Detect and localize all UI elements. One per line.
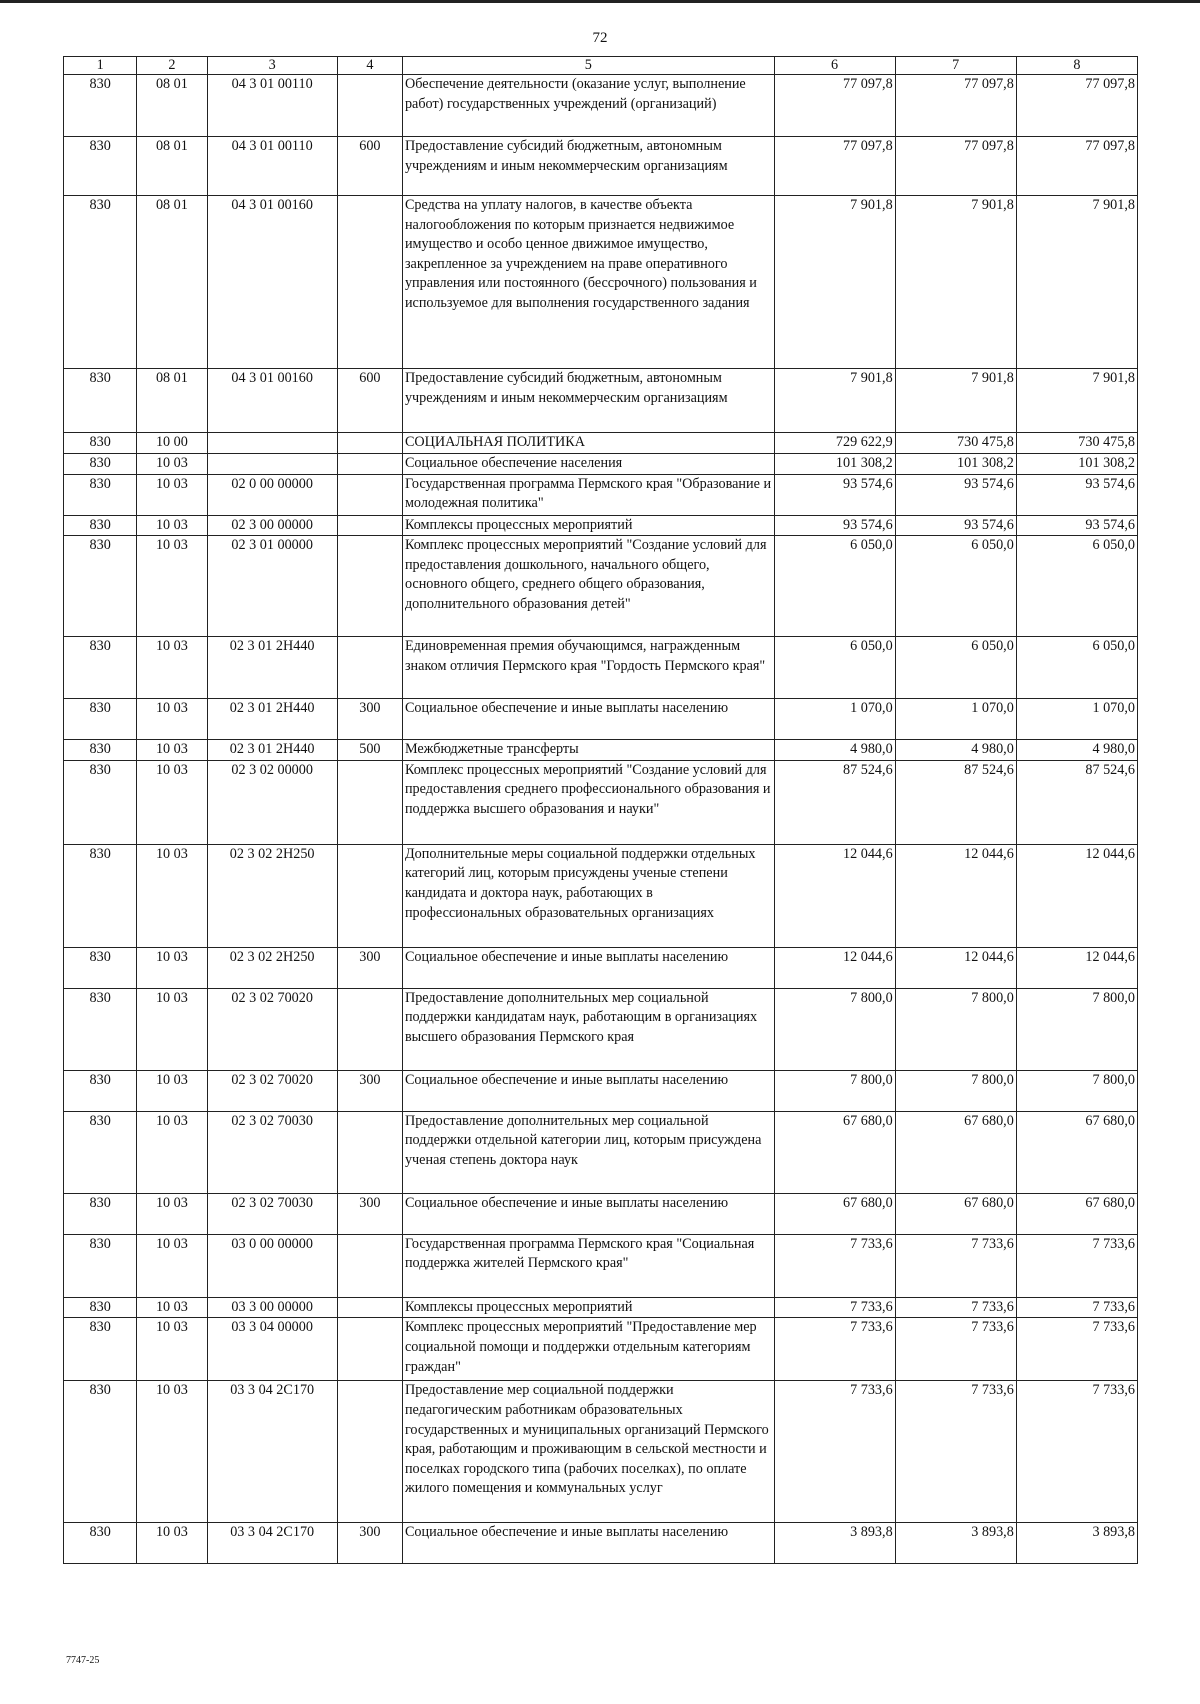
col-1-cell: 830 <box>64 196 137 369</box>
col-6-cell: 7 901,8 <box>774 196 895 369</box>
col-3-cell: 03 3 00 00000 <box>207 1297 337 1318</box>
col-2-cell: 10 00 <box>137 433 207 454</box>
col-3-cell <box>207 454 337 475</box>
col-2-cell: 10 03 <box>137 637 207 699</box>
col-3-cell: 02 3 02 2Н250 <box>207 947 337 988</box>
col-5-cell: Предоставление дополнительных мер социальной поддержки кандидатам наук, работающим в организациях высшего образования Пермского края <box>402 988 774 1070</box>
table-row <box>64 1111 1138 1193</box>
col-8-cell: 7 901,8 <box>1016 196 1137 369</box>
col-1-cell: 830 <box>64 740 137 761</box>
col-2-cell: 10 03 <box>137 1234 207 1297</box>
col-8-cell: 7 800,0 <box>1016 988 1137 1070</box>
col-4-cell: 300 <box>337 699 402 740</box>
col-7-cell: 730 475,8 <box>895 433 1016 454</box>
col-4-cell <box>337 474 402 515</box>
col-6-cell: 101 308,2 <box>774 454 895 475</box>
col-2-cell: 10 03 <box>137 1070 207 1111</box>
col-6-cell: 93 574,6 <box>774 474 895 515</box>
col-1-cell: 830 <box>64 515 137 536</box>
col-8-cell: 87 524,6 <box>1016 760 1137 844</box>
col-4-cell <box>337 988 402 1070</box>
col-3-cell: 02 3 01 00000 <box>207 536 337 637</box>
col-4-cell <box>337 844 402 947</box>
column-header: 1 <box>64 57 137 75</box>
col-5-cell: Государственная программа Пермского края "Социальная поддержка жителей Пермского края" <box>402 1234 774 1297</box>
col-6-cell: 7 901,8 <box>774 369 895 433</box>
top-border-line <box>0 0 1200 3</box>
col-4-cell <box>337 536 402 637</box>
col-1-cell: 830 <box>64 433 137 454</box>
col-5-cell: Комплексы процессных мероприятий <box>402 515 774 536</box>
col-2-cell: 10 03 <box>137 454 207 475</box>
col-7-cell: 7 733,6 <box>895 1381 1016 1523</box>
col-4-cell: 300 <box>337 947 402 988</box>
table-row <box>64 947 1138 988</box>
col-5-cell: Социальное обеспечение и иные выплаты населению <box>402 947 774 988</box>
col-4-cell <box>337 637 402 699</box>
col-4-cell <box>337 1381 402 1523</box>
col-7-cell: 77 097,8 <box>895 137 1016 196</box>
col-7-cell: 7 800,0 <box>895 1070 1016 1111</box>
table-row <box>64 760 1138 844</box>
col-1-cell: 830 <box>64 1297 137 1318</box>
col-5-cell: Социальное обеспечение и иные выплаты населению <box>402 1193 774 1234</box>
table-body <box>64 75 1138 1564</box>
table-row <box>64 196 1138 369</box>
page-number: 72 <box>592 30 608 46</box>
table-row <box>64 454 1138 475</box>
col-5-cell: Предоставление субсидий бюджетным, автономным учреждениям и иным некоммерческим организациям <box>402 369 774 433</box>
col-7-cell: 6 050,0 <box>895 536 1016 637</box>
col-1-cell: 830 <box>64 844 137 947</box>
col-4-cell <box>337 515 402 536</box>
col-2-cell: 10 03 <box>137 844 207 947</box>
col-3-cell: 02 0 00 00000 <box>207 474 337 515</box>
col-8-cell: 1 070,0 <box>1016 699 1137 740</box>
col-2-cell: 10 03 <box>137 947 207 988</box>
col-2-cell: 08 01 <box>137 196 207 369</box>
col-6-cell: 93 574,6 <box>774 515 895 536</box>
col-6-cell: 729 622,9 <box>774 433 895 454</box>
col-1-cell: 830 <box>64 1381 137 1523</box>
col-6-cell: 12 044,6 <box>774 844 895 947</box>
col-6-cell: 7 733,6 <box>774 1318 895 1381</box>
col-8-cell: 101 308,2 <box>1016 454 1137 475</box>
table-row <box>64 75 1138 137</box>
col-2-cell: 08 01 <box>137 369 207 433</box>
col-1-cell: 830 <box>64 137 137 196</box>
col-8-cell: 77 097,8 <box>1016 137 1137 196</box>
col-2-cell: 10 03 <box>137 1297 207 1318</box>
column-header: 2 <box>137 57 207 75</box>
col-1-cell: 830 <box>64 1234 137 1297</box>
col-1-cell: 830 <box>64 1318 137 1381</box>
col-8-cell: 7 733,6 <box>1016 1297 1137 1318</box>
col-7-cell: 67 680,0 <box>895 1193 1016 1234</box>
table-row <box>64 1297 1138 1318</box>
table-row <box>64 1381 1138 1523</box>
col-6-cell: 7 800,0 <box>774 1070 895 1111</box>
col-2-cell: 10 03 <box>137 1523 207 1564</box>
col-8-cell: 93 574,6 <box>1016 474 1137 515</box>
table-row <box>64 515 1138 536</box>
col-4-cell: 600 <box>337 369 402 433</box>
col-8-cell: 77 097,8 <box>1016 75 1137 137</box>
col-1-cell: 830 <box>64 1523 137 1564</box>
col-7-cell: 7 901,8 <box>895 196 1016 369</box>
col-7-cell: 12 044,6 <box>895 844 1016 947</box>
footer-code: 7747-25 <box>66 1655 100 1666</box>
col-6-cell: 7 800,0 <box>774 988 895 1070</box>
col-2-cell: 10 03 <box>137 740 207 761</box>
col-3-cell: 02 3 02 70020 <box>207 1070 337 1111</box>
col-4-cell <box>337 196 402 369</box>
col-4-cell <box>337 1234 402 1297</box>
col-5-cell: Межбюджетные трансферты <box>402 740 774 761</box>
col-7-cell: 93 574,6 <box>895 474 1016 515</box>
col-7-cell: 77 097,8 <box>895 75 1016 137</box>
col-7-cell: 101 308,2 <box>895 454 1016 475</box>
col-6-cell: 77 097,8 <box>774 137 895 196</box>
col-3-cell: 04 3 01 00160 <box>207 196 337 369</box>
table-row <box>64 433 1138 454</box>
col-5-cell: Социальное обеспечение и иные выплаты населению <box>402 1523 774 1564</box>
col-6-cell: 6 050,0 <box>774 536 895 637</box>
col-6-cell: 87 524,6 <box>774 760 895 844</box>
col-3-cell: 02 3 02 70030 <box>207 1193 337 1234</box>
col-5-cell: Средства на уплату налогов, в качестве объекта налогообложения по которым признается недвижимое имущество и особо ценное движимое имущество, закрепленное за учреждением на праве оперативного управления или постоянного (бессрочного) пользования и используемое для выполнения государственного задания <box>402 196 774 369</box>
col-8-cell: 67 680,0 <box>1016 1111 1137 1193</box>
col-3-cell: 02 3 02 70030 <box>207 1111 337 1193</box>
col-3-cell: 03 3 04 2С170 <box>207 1381 337 1523</box>
col-2-cell: 08 01 <box>137 137 207 196</box>
col-8-cell: 3 893,8 <box>1016 1523 1137 1564</box>
col-6-cell: 67 680,0 <box>774 1193 895 1234</box>
col-4-cell <box>337 433 402 454</box>
col-7-cell: 87 524,6 <box>895 760 1016 844</box>
col-1-cell: 830 <box>64 1111 137 1193</box>
col-3-cell: 02 3 01 2Н440 <box>207 637 337 699</box>
col-4-cell <box>337 760 402 844</box>
col-8-cell: 93 574,6 <box>1016 515 1137 536</box>
col-5-cell: СОЦИАЛЬНАЯ ПОЛИТИКА <box>402 433 774 454</box>
col-1-cell: 830 <box>64 637 137 699</box>
table-row <box>64 369 1138 433</box>
col-8-cell: 7 733,6 <box>1016 1381 1137 1523</box>
col-7-cell: 7 733,6 <box>895 1297 1016 1318</box>
col-5-cell: Предоставление дополнительных мер социальной поддержки отдельной категории лиц, которым присуждена ученая степень доктора наук <box>402 1111 774 1193</box>
col-5-cell: Обеспечение деятельности (оказание услуг, выполнение работ) государственных учреждений (организаций) <box>402 75 774 137</box>
col-3-cell: 02 3 00 00000 <box>207 515 337 536</box>
column-header: 4 <box>337 57 402 75</box>
col-1-cell: 830 <box>64 988 137 1070</box>
col-7-cell: 4 980,0 <box>895 740 1016 761</box>
col-3-cell: 02 3 02 2Н250 <box>207 844 337 947</box>
col-7-cell: 3 893,8 <box>895 1523 1016 1564</box>
col-5-cell: Комплекс процессных мероприятий "Создание условий для предоставления дошкольного, начального общего, основного общего, среднего общего образования, дополнительного образования детей" <box>402 536 774 637</box>
column-header: 3 <box>207 57 337 75</box>
col-2-cell: 10 03 <box>137 1111 207 1193</box>
col-1-cell: 830 <box>64 369 137 433</box>
col-7-cell: 7 733,6 <box>895 1234 1016 1297</box>
col-5-cell: Комплекс процессных мероприятий "Создание условий для предоставления среднего профессионального образования и поддержка высшего образования и науки" <box>402 760 774 844</box>
col-2-cell: 08 01 <box>137 75 207 137</box>
col-1-cell: 830 <box>64 1070 137 1111</box>
col-2-cell: 10 03 <box>137 760 207 844</box>
col-5-cell: Социальное обеспечение и иные выплаты населению <box>402 1070 774 1111</box>
col-4-cell <box>337 1318 402 1381</box>
table-row <box>64 1234 1138 1297</box>
col-8-cell: 12 044,6 <box>1016 947 1137 988</box>
col-3-cell: 02 3 01 2Н440 <box>207 740 337 761</box>
col-1-cell: 830 <box>64 760 137 844</box>
col-3-cell: 04 3 01 00110 <box>207 75 337 137</box>
col-2-cell: 10 03 <box>137 1381 207 1523</box>
col-4-cell <box>337 454 402 475</box>
col-5-cell: Комплекс процессных мероприятий "Предоставление мер социальной помощи и поддержки отдельным категориям граждан" <box>402 1318 774 1381</box>
col-6-cell: 12 044,6 <box>774 947 895 988</box>
col-5-cell: Государственная программа Пермского края "Образование и молодежная политика" <box>402 474 774 515</box>
col-4-cell <box>337 1297 402 1318</box>
col-8-cell: 7 733,6 <box>1016 1318 1137 1381</box>
col-7-cell: 6 050,0 <box>895 637 1016 699</box>
col-8-cell: 7 901,8 <box>1016 369 1137 433</box>
col-2-cell: 10 03 <box>137 1318 207 1381</box>
col-3-cell: 02 3 02 70020 <box>207 988 337 1070</box>
col-3-cell <box>207 433 337 454</box>
col-8-cell: 7 733,6 <box>1016 1234 1137 1297</box>
col-2-cell: 10 03 <box>137 1193 207 1234</box>
col-1-cell: 830 <box>64 454 137 475</box>
table-row <box>64 137 1138 196</box>
col-3-cell: 02 3 01 2Н440 <box>207 699 337 740</box>
col-6-cell: 1 070,0 <box>774 699 895 740</box>
col-1-cell: 830 <box>64 474 137 515</box>
col-6-cell: 7 733,6 <box>774 1381 895 1523</box>
col-5-cell: Единовременная премия обучающимся, награжденным знаком отличия Пермского края "Гордость Пермского края" <box>402 637 774 699</box>
col-4-cell: 300 <box>337 1523 402 1564</box>
col-5-cell: Социальное обеспечение населения <box>402 454 774 475</box>
table-row <box>64 1070 1138 1111</box>
col-4-cell: 500 <box>337 740 402 761</box>
col-8-cell: 6 050,0 <box>1016 637 1137 699</box>
col-5-cell: Предоставление мер социальной поддержки педагогическим работникам образовательных государственных и муниципальных организаций Пермского края, работающим и проживающим в сельской местности и поселках городского типа (рабочих поселках), по оплате жилого помещения и коммунальных услуг <box>402 1381 774 1523</box>
col-6-cell: 77 097,8 <box>774 75 895 137</box>
col-6-cell: 7 733,6 <box>774 1234 895 1297</box>
col-7-cell: 7 733,6 <box>895 1318 1016 1381</box>
col-8-cell: 730 475,8 <box>1016 433 1137 454</box>
budget-table <box>63 56 1138 1564</box>
col-6-cell: 7 733,6 <box>774 1297 895 1318</box>
col-7-cell: 67 680,0 <box>895 1111 1016 1193</box>
col-7-cell: 12 044,6 <box>895 947 1016 988</box>
col-6-cell: 6 050,0 <box>774 637 895 699</box>
col-4-cell: 300 <box>337 1070 402 1111</box>
col-8-cell: 4 980,0 <box>1016 740 1137 761</box>
table-row <box>64 637 1138 699</box>
table-row <box>64 1318 1138 1381</box>
col-3-cell: 04 3 01 00160 <box>207 369 337 433</box>
col-7-cell: 7 901,8 <box>895 369 1016 433</box>
col-7-cell: 1 070,0 <box>895 699 1016 740</box>
table-row <box>64 844 1138 947</box>
col-7-cell: 7 800,0 <box>895 988 1016 1070</box>
col-2-cell: 10 03 <box>137 536 207 637</box>
table-row <box>64 988 1138 1070</box>
table-row <box>64 740 1138 761</box>
col-6-cell: 67 680,0 <box>774 1111 895 1193</box>
col-4-cell: 300 <box>337 1193 402 1234</box>
col-3-cell: 03 0 00 00000 <box>207 1234 337 1297</box>
col-7-cell: 93 574,6 <box>895 515 1016 536</box>
column-header: 6 <box>774 57 895 75</box>
col-6-cell: 3 893,8 <box>774 1523 895 1564</box>
col-1-cell: 830 <box>64 699 137 740</box>
col-5-cell: Комплексы процессных мероприятий <box>402 1297 774 1318</box>
col-2-cell: 10 03 <box>137 474 207 515</box>
col-5-cell: Социальное обеспечение и иные выплаты населению <box>402 699 774 740</box>
table-header-row <box>64 57 1138 75</box>
col-2-cell: 10 03 <box>137 699 207 740</box>
col-1-cell: 830 <box>64 536 137 637</box>
col-1-cell: 830 <box>64 1193 137 1234</box>
col-8-cell: 12 044,6 <box>1016 844 1137 947</box>
col-6-cell: 4 980,0 <box>774 740 895 761</box>
table-row <box>64 474 1138 515</box>
col-3-cell: 03 3 04 2С170 <box>207 1523 337 1564</box>
col-8-cell: 7 800,0 <box>1016 1070 1137 1111</box>
col-1-cell: 830 <box>64 75 137 137</box>
col-8-cell: 6 050,0 <box>1016 536 1137 637</box>
col-3-cell: 04 3 01 00110 <box>207 137 337 196</box>
table-row <box>64 699 1138 740</box>
col-3-cell: 02 3 02 00000 <box>207 760 337 844</box>
column-header: 7 <box>895 57 1016 75</box>
col-5-cell: Дополнительные меры социальной поддержки отдельных категорий лиц, которым присуждены ученые степени кандидата и доктора наук, работающих в профессиональных образовательных организациях <box>402 844 774 947</box>
col-5-cell: Предоставление субсидий бюджетным, автономным учреждениям и иным некоммерческим организациям <box>402 137 774 196</box>
col-2-cell: 10 03 <box>137 988 207 1070</box>
table-row <box>64 1523 1138 1564</box>
table-row <box>64 536 1138 637</box>
col-4-cell: 600 <box>337 137 402 196</box>
col-4-cell <box>337 75 402 137</box>
col-4-cell <box>337 1111 402 1193</box>
col-3-cell: 03 3 04 00000 <box>207 1318 337 1381</box>
col-8-cell: 67 680,0 <box>1016 1193 1137 1234</box>
column-header: 5 <box>402 57 774 75</box>
col-1-cell: 830 <box>64 947 137 988</box>
col-2-cell: 10 03 <box>137 515 207 536</box>
column-header: 8 <box>1016 57 1137 75</box>
table-row <box>64 1193 1138 1234</box>
